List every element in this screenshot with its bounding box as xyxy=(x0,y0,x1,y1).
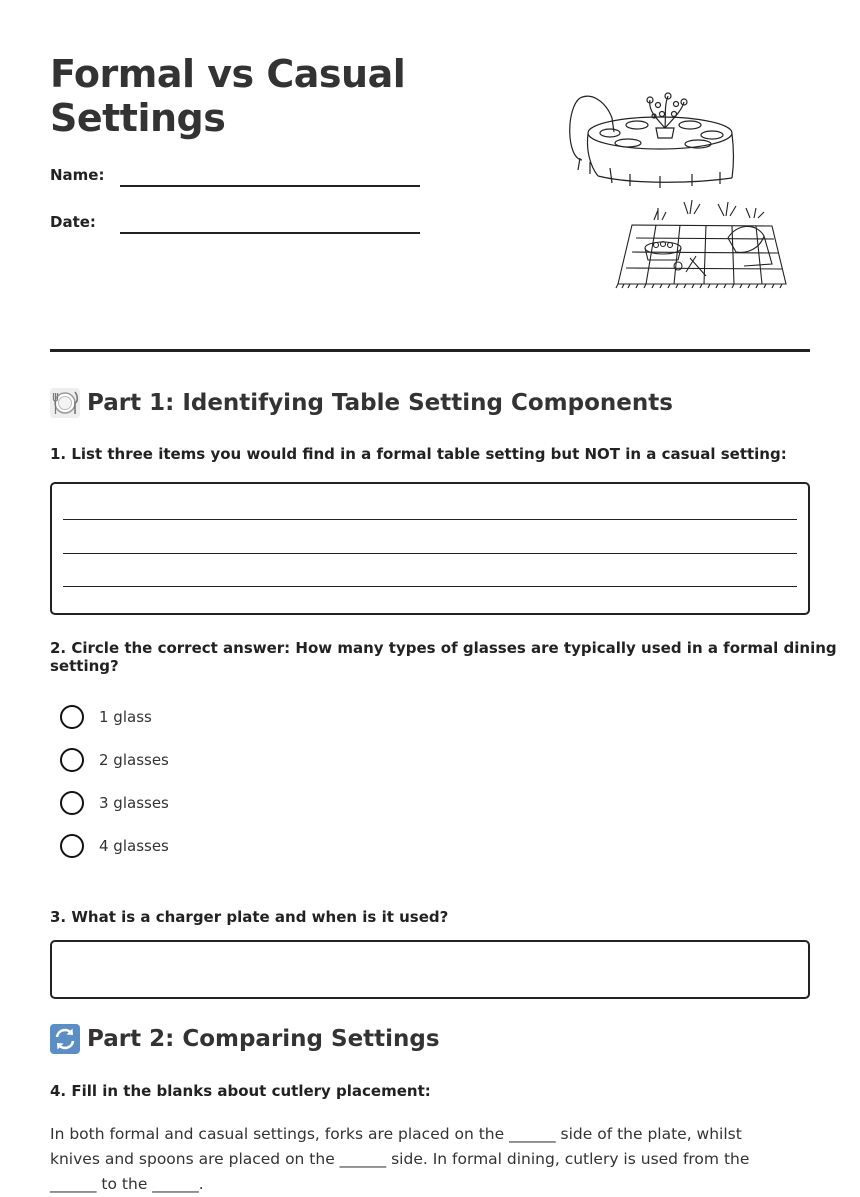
option-2-glasses[interactable] xyxy=(60,747,169,773)
option-label: 2 glasses xyxy=(99,751,169,769)
radio-circle[interactable] xyxy=(60,705,84,729)
name-label: Name: xyxy=(50,166,105,184)
refresh-arrows-icon xyxy=(50,1024,80,1054)
radio-circle[interactable] xyxy=(60,834,84,858)
name-write-line[interactable] xyxy=(120,185,420,187)
header-divider xyxy=(50,349,810,352)
page-title: Formal vs Casual Settings xyxy=(50,52,406,140)
option-3-glasses[interactable] xyxy=(60,790,169,816)
picnic-blanket-icon xyxy=(616,200,786,288)
option-4-glasses[interactable] xyxy=(60,833,169,859)
date-field[interactable] xyxy=(50,213,420,243)
date-write-line[interactable] xyxy=(120,232,420,234)
q1-answer-line[interactable] xyxy=(63,519,797,520)
option-label: 4 glasses xyxy=(99,837,169,855)
q1-answer-line[interactable] xyxy=(63,586,797,587)
q1-answer-line[interactable] xyxy=(63,553,797,554)
part2-heading-text: Part 2: Comparing Settings xyxy=(87,1026,440,1052)
radio-circle[interactable] xyxy=(60,748,84,772)
plate-cutlery-icon xyxy=(50,388,80,418)
q1-answer-box[interactable] xyxy=(50,482,810,615)
question-3: 3. What is a charger plate and when is it used? xyxy=(50,908,449,926)
q3-answer-box[interactable] xyxy=(50,940,810,999)
part1-heading xyxy=(50,388,673,418)
date-label: Date: xyxy=(50,213,96,231)
question-1: 1. List three items you would find in a formal table setting but NOT in a casual setting: xyxy=(50,445,787,463)
question-4: 4. Fill in the blanks about cutlery placement: xyxy=(50,1082,431,1100)
part2-heading xyxy=(50,1024,440,1054)
cutlery-fill-in-paragraph: In both formal and casual settings, forks are placed on the ______ side of the plate, whilst knives and spoons are placed on the ______ side. In formal dining, cutlery is used from the ______ to the ______. xyxy=(50,1125,750,1193)
part1-heading-text: Part 1: Identifying Table Setting Components xyxy=(87,390,673,416)
option-label: 1 glass xyxy=(99,708,152,726)
option-label: 3 glasses xyxy=(99,794,169,812)
question-2: 2. Circle the correct answer: How many types of glasses are typically used in a formal dining setting? xyxy=(50,639,837,675)
name-field[interactable] xyxy=(50,166,420,196)
formal-round-table-icon xyxy=(570,93,734,188)
radio-circle[interactable] xyxy=(60,791,84,815)
option-1-glass[interactable] xyxy=(60,704,152,730)
table-setting-illustration xyxy=(560,88,800,298)
